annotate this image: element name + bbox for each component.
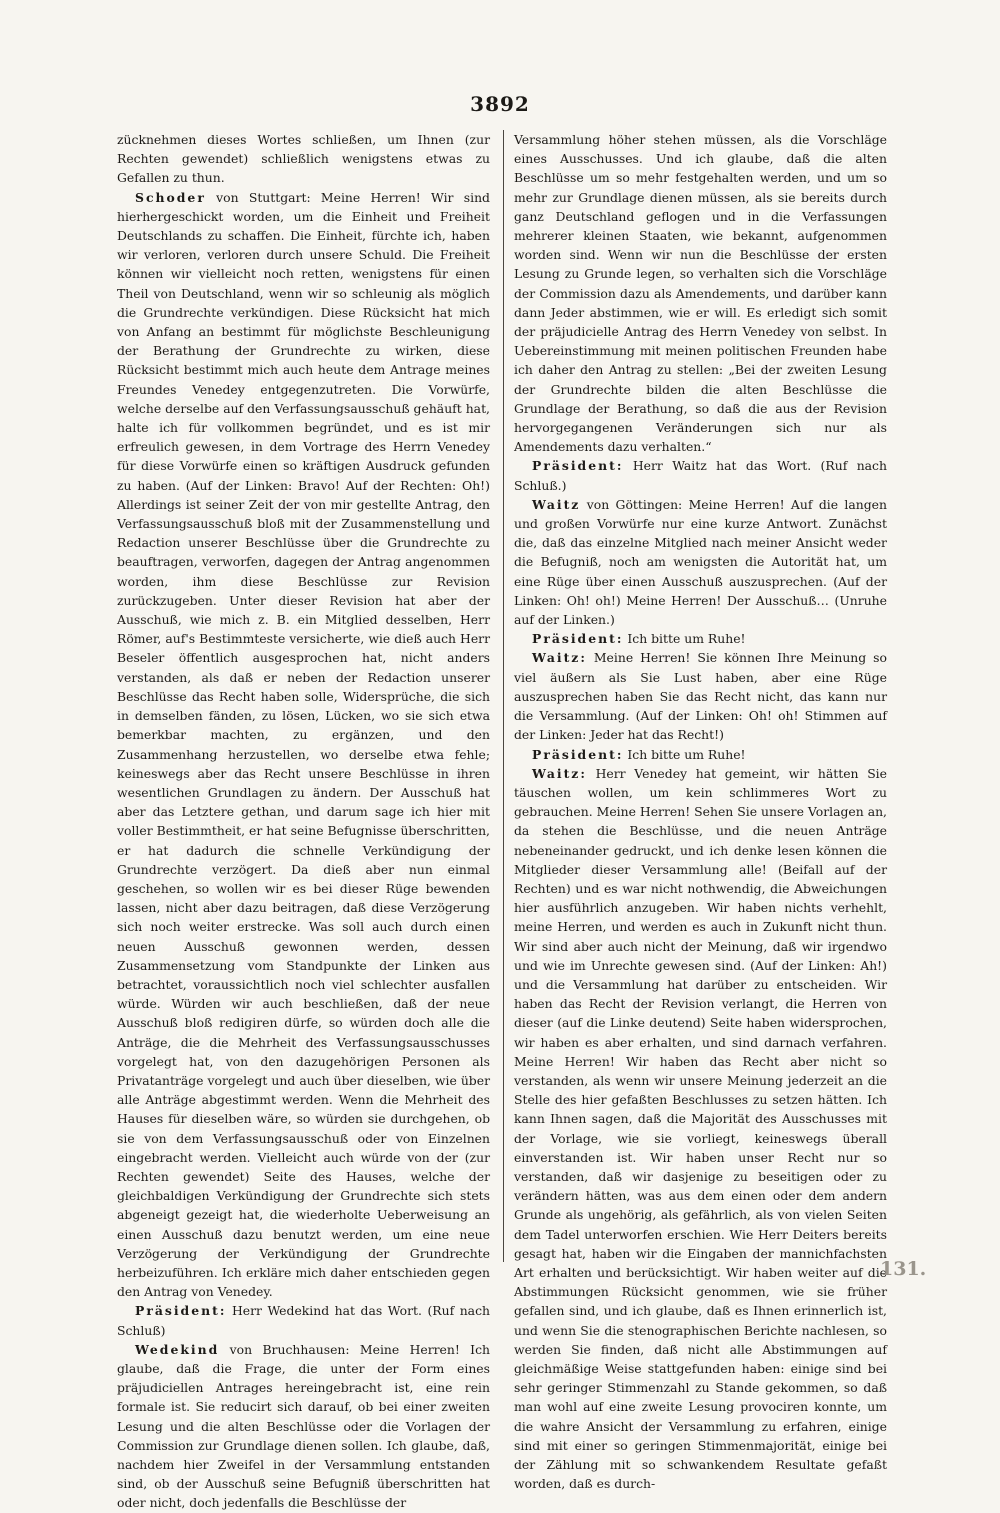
folio-number: 131.: [880, 1258, 927, 1280]
speaker-name: Präsident:: [532, 746, 624, 762]
paragraph: Präsident: Herr Waitz hat das Wort. (Ruf nach Schluß.): [514, 458, 887, 493]
paragraph: Präsident: Ich bitte um Ruhe!: [532, 746, 746, 762]
column-divider: [503, 130, 504, 1262]
paragraph: Präsident: Ich bitte um Ruhe!: [532, 631, 746, 647]
paragraph: Versammlung höher stehen müssen, als die Vorschläge eines Ausschusses. Und ich glaube, daß die alten Beschlüsse um so mehr festgehalten werden, und um so mehr zur Grundlage dienen müssen, als sie bereits durch ganz Deutschland geflogen und in die Verfassungen mehrerer kleinen Staaten, wie bekannt, aufgenommen worden sind. Wenn wir nun die Beschlüsse der ersten Lesung zu Grunde legen, so verhalten sich die Vorschläge der Commission dazu als Amendements, und darüber kann dann Jeder abstimmen, wie er will. Es erledigt sich somit der präjudicielle Antrag des Herrn Venedey von selbst. In Uebereinstimmung mit meinen politischen Freunden habe ich daher den Antrag zu stellen: „Bei der zweiten Lesung der Grundrechte bilden die alten Beschlüsse die Grundlage der Berathung, so daß die aus der Revision hervorgegangenen Veränderungen sich nur als Amendements dazu verhalten.“: [514, 132, 887, 455]
paragraph: Waitz: Meine Herren! Sie können Ihre Meinung so viel äußern als Sie Lust haben, aber eine Rüge auszusprechen haben Sie das Recht nicht, das kann nur die Versammlung. (Auf der Linken: Oh! oh! Stimmen auf der Linken: Jeder hat das Recht!): [514, 650, 887, 743]
speaker-name: Wedekind: [135, 1341, 220, 1357]
paragraph: Schoder von Stuttgart: Meine Herren! Wir sind hierhergeschickt worden, um die Einheit und Freiheit Deutschlands zu schaffen. Die Einheit, fürchte ich, haben wir verloren, verloren durch unsere Schuld. Die Freiheit können wir vielleicht noch retten, wenigstens für einen Theil von Deutschland, wenn wir so schleunig als möglich die Grundrechte verkündigen. Diese Rücksicht hat mich von Anfang an bestimmt für möglichste Beschleunigung der Berathung der Grundrechte zu wirken, diese Rücksicht bestimmt mich auch heute dem Antrage meines Freundes Venedey entgegenzutreten. Die Vorwürfe, welche derselbe auf den Verfassungsausschuß gehäuft hat, halte ich für vollkommen begründet, und es ist mir erfreulich gewesen, in dem Vortrage des Herrn Venedey für diese Vorwürfe einen so kräftigen Ausdruck gefunden zu haben. (Auf der Linken: Bravo! Auf der Rechten: Oh!) Allerdings ist seiner Zeit der von mir gestellte Antrag, den Verfassungsausschuß bloß mit der Zusammenstellung und Redaction unserer Beschlüsse über die Grundrechte zu beauftragen, verworfen, dagegen der Antrag angenommen worden, ihm diese Beschlüsse zur Revision zurückzugeben. Unter dieser Revision hat aber der Ausschuß, wie mich z. B. ein Mitglied desselben, Herr Römer, auf's Bestimmteste versicherte, wie dieß auch Herr Beseler öffentlich ausgesprochen hat, nicht anders verstanden, als daß er neben der Redaction unserer Beschlüsse das Recht haben solle, Widersprüche, die sich in demselben fänden, zu lösen, Lücken, wo sie sich etwa bemerkbar machten, zu ergänzen, und den Zusammenhang herzustellen, wo derselbe etwa fehle; keineswegs aber das Recht unsere Beschlüsse in ihren wesentlichen Grundlagen zu ändern. Der Ausschuß hat aber das Letztere gethan, und darum sage ich hier mit voller Bestimmtheit, er hat seine Befugnisse überschritten, er hat dadurch die schnelle Verkündigung der Grundrechte verzögert. Da dieß aber nun einmal geschehen, so wollen wir es bei dieser Rüge bewenden lassen, nicht aber dazu beitragen, daß diese Verzögerung sich noch weiter erstrecke. Was soll auch durch einen neuen Ausschuß gewonnen werden, dessen Zusammensetzung vom Standpunkte der Linken aus betrachtet, voraussichtlich noch viel schlechter ausfallen würde. Würden wir auch beschließen, daß der neue Ausschuß bloß redigiren dürfe, so würden doch alle die Anträge, die die Mehrheit des Verfassungsausschusses vorgelegt hat, von den dazugehörigen Personen als Privatanträge vorgelegt und auch über dieselben, wie über alle Anträge abgestimmt werden. Wenn die Mehrheit des Hauses für dieselben wäre, so würden sie durchgehen, ob sie von dem Verfassungsausschuß oder von Einzelnen eingebracht werden. Vielleicht auch würde von der (zur Rechten gewendet) Seite des Hauses, welche der gleichbaldigen Verkündigung der Grundrechte sich stets abgeneigt gezeigt hat, die wiederholte Ueberweisung an einen Ausschuß dazu benutzt werden, um eine neue Verzögerung der Verkündigung der Grundrechte herbeizuführen. Ich erkläre mich daher entschieden gegen den Antrag von Venedey.: [117, 189, 490, 1300]
paragraph: Waitz von Göttingen: Meine Herren! Auf die langen und großen Vorwürfe nur eine kurze Antwort. Zunächst die, daß das einzelne Mitglied nach meiner Ansicht weder die Befugniß, noch am wenigsten die Autorität hat, um eine Rüge über einen Ausschuß auszusprechen. (Auf der Linken: Oh! oh!) Meine Herren! Der Ausschuß… (Unruhe auf der Linken.): [514, 496, 887, 628]
speaker-name: Präsident:: [135, 1303, 227, 1319]
speaker-name: Präsident:: [532, 631, 624, 647]
left-column: [117, 130, 490, 1513]
right-column: [514, 130, 887, 1493]
page-number: 3892: [470, 92, 530, 116]
paragraph: zücknehmen dieses Wortes schließen, um Ihnen (zur Rechten gewendet) schließlich wenigstens etwas zu Gefallen zu thun.: [117, 132, 490, 186]
paragraph: Präsident: Herr Wedekind hat das Wort. (Ruf nach Schluß): [117, 1303, 490, 1338]
speaker-name: Waitz:: [532, 765, 587, 781]
paragraph: Waitz: Herr Venedey hat gemeint, wir hätten Sie täuschen wollen, um kein schlimmeres Wort zu gebrauchen. Meine Herren! Sehen Sie unsere Vorlagen an, da stehen die Beschlüsse, und die neuen Anträge nebeneinander gedruckt, und ich denke lesen können die Mitglieder dieser Versammlung alle! (Beifall auf der Rechten) und es war nicht nothwendig, die Abweichungen hier ausführlich anzugeben. Wir haben nichts verhehlt, meine Herren, und werden es auch in Zukunft nicht thun. Wir sind aber auch nicht der Meinung, daß wir irgendwo und wie im Unrechte gewesen sind. (Auf der Linken: Ah!) und die Versammlung hat darüber zu entscheiden. Wir haben das Recht der Revision verlangt, die Herren von dieser (auf die Linke deutend) Seite haben widersprochen, wir haben es aber erhalten, und sind darnach verfahren. Meine Herren! Wir haben das Recht aber nicht so verstanden, als wenn wir unsere Meinung jederzeit an die Stelle des hier gefaßten Beschlusses zu setzen hätten. Ich kann Ihnen sagen, daß die Majorität des Ausschusses mit der Vorlage, wie sie vorliegt, keineswegs überall einverstanden ist. Wir haben unser Recht nur so verstanden, daß wir dasjenige zu beseitigen oder zu verändern hätten, was aus dem einen oder dem andern Grunde als ungehörig, als gefährlich, als von vielen Seiten dem Tadel unterworfen erschien. Wie Herr Deiters bereits gesagt hat, haben wir die Eingaben der mannichfachsten Art erhalten und berücksichtigt. Wir haben weiter auf die Abstimmungen Rücksicht genommen, wie sie früher gefallen sind, und ich glaube, daß es Ihnen erinnerlich ist, und wenn Sie die stenographischen Berichte nachlesen, so werden Sie finden, daß nicht alle Abstimmungen auf gleichmäßige Weise stattgefunden haben: einige sind bei sehr geringer Stimmenzahl zu Stande gekommen, so daß man wohl auf eine zweite Lesung provociren konnte, um die wahre Ansicht der Versammlung zu erfahren, einige sind mit einer so geringen Stimmenmajorität, einige bei der Zählung mit so schwankendem Resultate gefaßt worden, daß es durch-: [514, 765, 887, 1492]
speaker-name: Waitz: [532, 496, 581, 512]
speaker-name: Waitz:: [532, 650, 587, 666]
paragraph: Wedekind von Bruchhausen: Meine Herren! Ich glaube, daß die Frage, die unter der Form eines präjudiciellen Antrages hereingebracht ist, eine rein formale ist. Sie reducirt sich darauf, ob bei einer zweiten Lesung und die alten Beschlüsse oder die Vorlagen der Commission zur Grundlage dienen sollen. Ich glaube, daß, nachdem hier Zweifel in der Versammlung entstanden sind, ob der Ausschuß seine Befugniß überschritten hat oder nicht, doch jedenfalls die Beschlüsse der: [117, 1341, 490, 1511]
speaker-name: Schoder: [135, 189, 206, 205]
speaker-name: Präsident:: [532, 458, 624, 474]
